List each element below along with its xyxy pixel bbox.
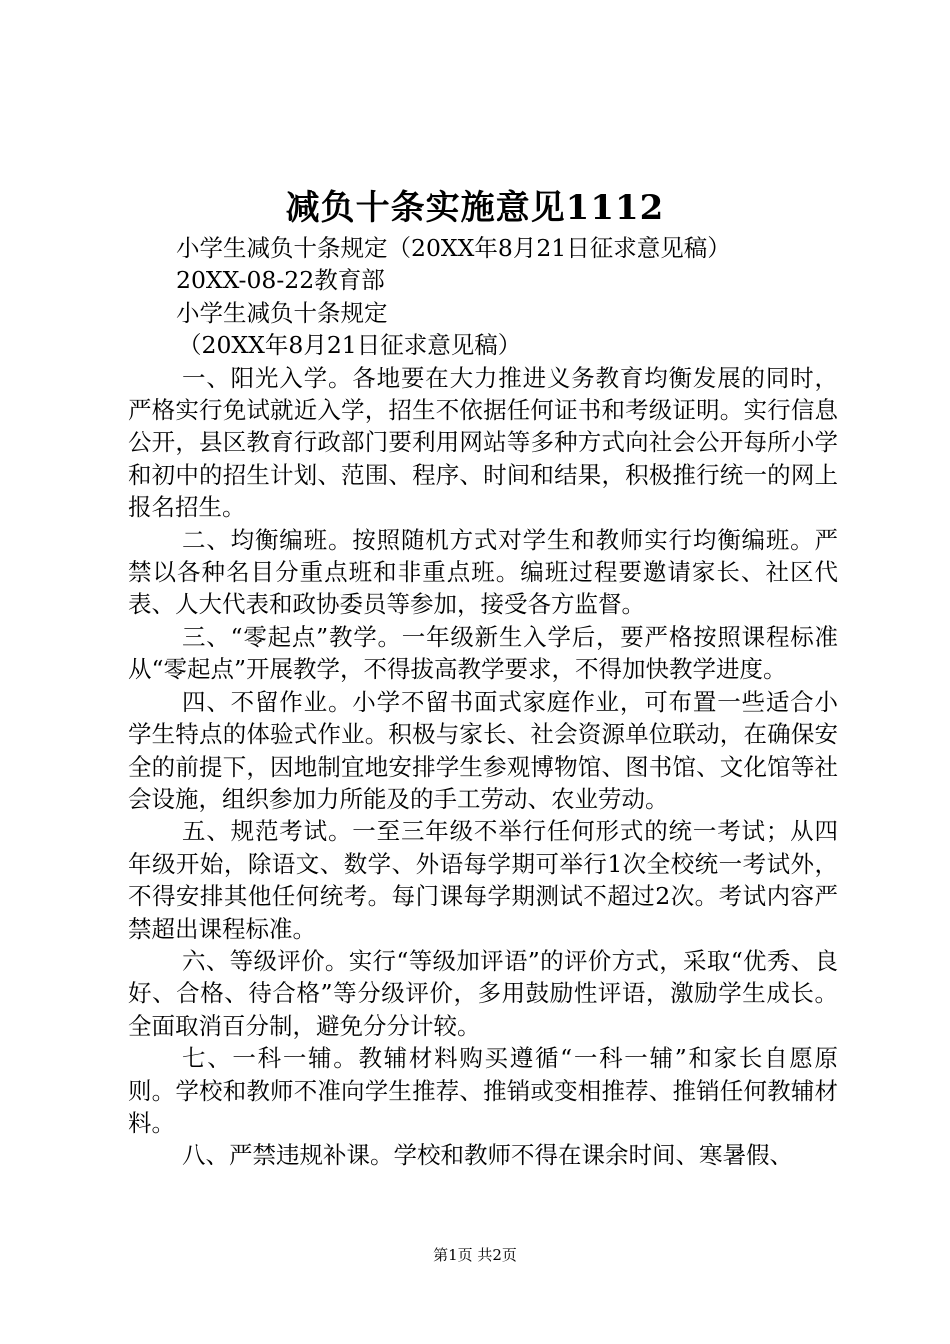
paragraph: 四、不留作业。小学不留书面式家庭作业，可布置一些适合小学生特点的体验式作业。积极与家长、社会资源单位联动，在确保安全的前提下，因地制宜地安排学生参观博物馆、图书馆、文化馆等社会设施，组织参加力所能及的手工劳动、农业劳动。 [128,687,838,813]
header-line: 小学生减负十条规定 [176,298,388,327]
paragraph: 二、均衡编班。按照随机方式对学生和教师实行均衡编班。严禁以各种名目分重点班和非重点班。编班过程要邀请家长、社区代表、人大代表和政协委员等参加，接受各方监督。 [128,525,838,619]
paragraph: 七、一科一辅。教辅材料购买遵循“一科一辅”和家长自愿原则。学校和教师不准向学生推荐、推销或变相推荐、推销任何教辅材料。 [128,1044,838,1137]
page-number-footer: 第1页 共2页 [433,1246,517,1264]
paragraph: 六、等级评价。实行“等级加评语”的评价方式，采取“优秀、良好、合格、待合格”等分级评价，多用鼓励性评语，激励学生成长。全面取消百分制，避免分分计较。 [128,946,838,1040]
paragraph: 八、严禁违规补课。学校和教师不得在课余时间、寒暑假、 [182,1141,793,1170]
paragraph: 一、阳光入学。各地要在大力推进义务教育均衡发展的同时，严格实行免试就近入学，招生不依据任何证书和考级证明。实行信息公开，县区教育行政部门要利用网站等多种方式向社会公开每所小学和初中的招生计划、范围、程序、时间和结果，积极推行统一的网上报名招生。 [128,363,838,522]
paragraph: 五、规范考试。一至三年级不举行任何形式的统一考试；从四年级开始，除语文、数学、外语每学期可举行1次全校统一考试外，不得安排其他任何统考。每门课每学期测试不超过2次。考试内容严禁超出课程标准。 [128,817,838,943]
paragraph: 三、“零起点”教学。一年级新生入学后，要严格按照课程标准从“零起点”开展教学，不得拔高教学要求，不得加快教学进度。 [128,622,838,684]
document-title: 减负十条实施意见1112 [285,188,665,228]
header-line: 20XX-08-22教育部 [176,266,385,295]
document-body [128,232,838,1172]
header-line: 小学生减负十条规定（20XX年8月21日征求意见稿） [176,234,731,262]
header-line: （20XX年8月21日征求意见稿） [178,331,522,360]
